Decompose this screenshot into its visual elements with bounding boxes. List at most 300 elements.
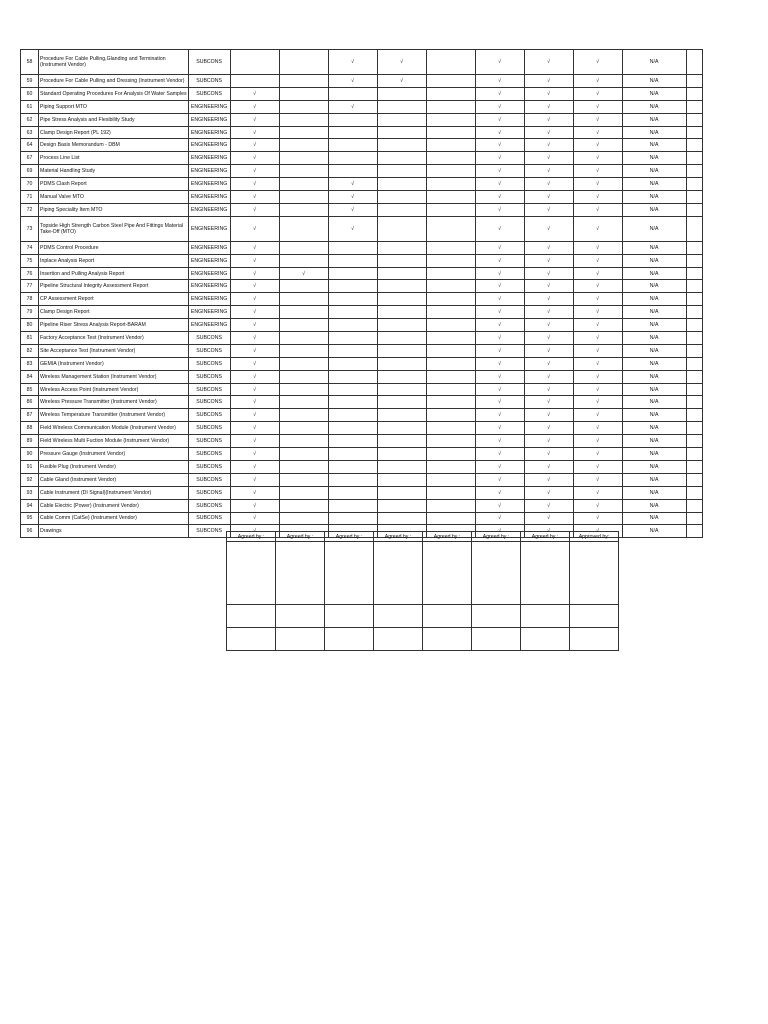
remarks-cell [686,216,702,241]
remarks-cell [686,152,702,165]
check-cell: √ [573,152,622,165]
check-cell: √ [230,486,279,499]
department: SUBCONS [188,75,230,88]
signature-field [227,628,276,651]
check-cell [328,486,377,499]
check-cell [230,50,279,75]
check-cell: √ [230,448,279,461]
remarks-cell [686,306,702,319]
check-cell: √ [230,267,279,280]
check-cell: √ [573,254,622,267]
na-cell: N/A [622,422,686,435]
check-cell: √ [524,152,573,165]
check-cell [377,241,426,254]
remarks-cell [686,409,702,422]
document-register-table [20,49,703,538]
check-cell: √ [475,126,524,139]
row-number: 80 [21,319,39,332]
check-cell: √ [230,216,279,241]
check-cell [377,396,426,409]
document-description: Design Basis Memorandum - DBM [39,139,189,152]
document-description: Pressure Gauge (Instrument Vendor) [39,448,189,461]
check-cell [426,100,475,113]
check-cell: √ [573,139,622,152]
document-description: Cable Comm (CatSe) (Instrument Vendor) [39,512,189,525]
check-cell: √ [573,319,622,332]
remarks-cell [686,75,702,88]
document-description: PDMS Clash Report [39,178,189,191]
signature-field [521,605,570,628]
check-cell [377,344,426,357]
check-cell [377,357,426,370]
na-cell: N/A [622,396,686,409]
document-description: Standard Operating Procedures For Analysis Of Water Samples [39,87,189,100]
row-number: 74 [21,241,39,254]
check-cell [279,87,328,100]
na-cell: N/A [622,332,686,345]
check-cell [377,178,426,191]
check-cell [279,319,328,332]
na-cell: N/A [622,241,686,254]
check-cell [377,306,426,319]
row-number: 78 [21,293,39,306]
check-cell: √ [230,152,279,165]
table-row [21,165,703,178]
document-description: Drawings [39,525,189,538]
check-cell: √ [524,512,573,525]
row-number: 94 [21,499,39,512]
check-cell: √ [230,191,279,204]
check-cell: √ [524,383,573,396]
check-cell [377,448,426,461]
check-cell [377,293,426,306]
check-cell: √ [230,203,279,216]
check-cell: √ [475,357,524,370]
check-cell: √ [524,422,573,435]
table-row [21,473,703,486]
check-cell: √ [475,139,524,152]
check-cell: √ [475,486,524,499]
na-cell: N/A [622,216,686,241]
check-cell: √ [230,332,279,345]
check-cell: √ [475,409,524,422]
check-cell [377,319,426,332]
department: SUBCONS [188,512,230,525]
check-cell: √ [230,499,279,512]
table-row [21,139,703,152]
check-cell [328,448,377,461]
signature-label: Agreed by : [374,532,423,542]
check-cell: √ [524,293,573,306]
check-cell: √ [230,100,279,113]
table-row [21,499,703,512]
check-cell [279,280,328,293]
signature-label: Agreed by : [472,532,521,542]
check-cell [426,126,475,139]
check-cell: √ [230,113,279,126]
remarks-cell [686,165,702,178]
na-cell: N/A [622,75,686,88]
document-description: Clamp Design Report [39,306,189,319]
check-cell: √ [475,435,524,448]
check-cell [328,422,377,435]
check-cell: √ [573,344,622,357]
remarks-cell [686,383,702,396]
check-cell [426,280,475,293]
signature-field [570,628,619,651]
signature-field [374,605,423,628]
check-cell: √ [524,370,573,383]
table-row [21,396,703,409]
row-number: 83 [21,357,39,370]
na-cell: N/A [622,178,686,191]
department: SUBCONS [188,499,230,512]
row-number: 85 [21,383,39,396]
remarks-cell [686,435,702,448]
check-cell [377,486,426,499]
remarks-cell [686,50,702,75]
remarks-cell [686,191,702,204]
na-cell: N/A [622,473,686,486]
check-cell: √ [230,344,279,357]
check-cell [328,280,377,293]
check-cell: √ [524,473,573,486]
row-number: 70 [21,178,39,191]
department: SUBCONS [188,525,230,538]
check-cell: √ [475,87,524,100]
check-cell [426,499,475,512]
check-cell [279,460,328,473]
check-cell: √ [524,306,573,319]
row-number: 79 [21,306,39,319]
check-cell: √ [524,460,573,473]
signature-field [521,628,570,651]
check-cell: √ [328,75,377,88]
check-cell [279,448,328,461]
table-row [21,370,703,383]
check-cell [279,473,328,486]
check-cell [279,435,328,448]
table-row [21,75,703,88]
na-cell: N/A [622,293,686,306]
check-cell [377,165,426,178]
document-description: Wireless Access Point (Instrument Vendor) [39,383,189,396]
check-cell: √ [573,486,622,499]
check-cell [426,267,475,280]
department: ENGINEERING [188,191,230,204]
remarks-cell [686,422,702,435]
na-cell: N/A [622,435,686,448]
table-row [21,50,703,75]
check-cell [377,113,426,126]
row-number: 59 [21,75,39,88]
check-cell: √ [328,100,377,113]
check-cell: √ [230,370,279,383]
table-row [21,512,703,525]
document-description: Material Handling Study [39,165,189,178]
check-cell [426,178,475,191]
check-cell: √ [573,422,622,435]
signature-label: Agreed by : [423,532,472,542]
check-cell [377,383,426,396]
check-cell [426,383,475,396]
department: ENGINEERING [188,280,230,293]
department: ENGINEERING [188,267,230,280]
check-cell: √ [573,473,622,486]
check-cell: √ [230,357,279,370]
check-cell [426,409,475,422]
check-cell [279,165,328,178]
document-description: Insertion and Pulling Analysis Report [39,267,189,280]
remarks-cell [686,460,702,473]
document-description: Topside High Strength Carbon Steel Pipe And Fittings Material Take-Off (MTO) [39,216,189,241]
remarks-cell [686,448,702,461]
check-cell [279,486,328,499]
check-cell [279,370,328,383]
remarks-cell [686,178,702,191]
row-number: 58 [21,50,39,75]
table-row [21,241,703,254]
department: SUBCONS [188,409,230,422]
table-row [21,203,703,216]
department: SUBCONS [188,473,230,486]
remarks-cell [686,370,702,383]
check-cell [279,203,328,216]
check-cell [328,306,377,319]
check-cell: √ [573,100,622,113]
document-description: Fusible Plug (Instrument Vendor) [39,460,189,473]
check-cell [328,473,377,486]
check-cell [426,422,475,435]
row-number: 93 [21,486,39,499]
check-cell [426,254,475,267]
check-cell: √ [573,113,622,126]
check-cell: √ [573,499,622,512]
signature-field [276,628,325,651]
table-row [21,383,703,396]
department: ENGINEERING [188,165,230,178]
department: SUBCONS [188,422,230,435]
check-cell: √ [475,306,524,319]
na-cell: N/A [622,100,686,113]
check-cell: √ [475,473,524,486]
document-description: Field Wireless Multi Fuction Module (Instrument Vendor) [39,435,189,448]
check-cell: √ [475,165,524,178]
document-description: Procedure For Cable Pulling and Dressing (Instrument Vendor) [39,75,189,88]
check-cell: √ [230,165,279,178]
check-cell [426,396,475,409]
check-cell: √ [573,50,622,75]
check-cell: √ [524,254,573,267]
check-cell: √ [328,203,377,216]
na-cell: N/A [622,203,686,216]
check-cell [426,50,475,75]
check-cell: √ [573,216,622,241]
department: SUBCONS [188,87,230,100]
row-number: 71 [21,191,39,204]
document-description: Field Wireless Communication Module (Instrument Vendor) [39,422,189,435]
signature-box-row [227,542,619,605]
check-cell [426,203,475,216]
row-number: 87 [21,409,39,422]
check-cell [328,165,377,178]
check-cell [426,344,475,357]
check-cell [279,306,328,319]
check-cell [377,152,426,165]
check-cell [377,409,426,422]
signature-field [374,628,423,651]
document-description: Piping Speciality Item MTO [39,203,189,216]
table-row [21,254,703,267]
check-cell [279,178,328,191]
check-cell [377,203,426,216]
check-cell: √ [377,75,426,88]
signature-field [521,542,570,605]
department: SUBCONS [188,357,230,370]
row-number: 96 [21,525,39,538]
check-cell: √ [328,191,377,204]
na-cell: N/A [622,448,686,461]
check-cell: √ [328,50,377,75]
check-cell: √ [524,203,573,216]
table-row [21,448,703,461]
check-cell [377,191,426,204]
check-cell [328,332,377,345]
table-row [21,280,703,293]
na-cell: N/A [622,525,686,538]
check-cell: √ [475,100,524,113]
check-cell [328,435,377,448]
table-row [21,100,703,113]
remarks-cell [686,499,702,512]
check-cell [426,241,475,254]
check-cell: √ [475,267,524,280]
na-cell: N/A [622,370,686,383]
remarks-cell [686,332,702,345]
table-row [21,178,703,191]
remarks-cell [686,512,702,525]
na-cell: N/A [622,344,686,357]
check-cell: √ [475,332,524,345]
check-cell: √ [328,178,377,191]
signature-field [570,542,619,605]
document-description: Pipeline Structural Integrity Assessment Report [39,280,189,293]
check-cell [279,216,328,241]
document-description: Clamp Design Report (PL 192) [39,126,189,139]
check-cell: √ [230,435,279,448]
signature-table [226,531,619,651]
check-cell [279,50,328,75]
check-cell: √ [524,448,573,461]
check-cell: √ [524,191,573,204]
remarks-cell [686,525,702,538]
check-cell [328,460,377,473]
signature-field [276,605,325,628]
table-row [21,293,703,306]
check-cell: √ [475,344,524,357]
row-number: 89 [21,435,39,448]
department: SUBCONS [188,383,230,396]
department: ENGINEERING [188,306,230,319]
check-cell [328,319,377,332]
document-description: Wireless Pressure Transmitter (Instrument Vendor) [39,396,189,409]
check-cell [426,370,475,383]
check-cell: √ [230,293,279,306]
signature-field [325,542,374,605]
check-cell: √ [524,319,573,332]
check-cell [426,75,475,88]
row-number: 95 [21,512,39,525]
check-cell [279,241,328,254]
check-cell [426,486,475,499]
check-cell [377,460,426,473]
department: ENGINEERING [188,241,230,254]
check-cell [279,100,328,113]
table-row [21,409,703,422]
check-cell: √ [475,178,524,191]
department: SUBCONS [188,396,230,409]
check-cell [377,139,426,152]
row-number: 64 [21,139,39,152]
check-cell: √ [475,383,524,396]
check-cell [328,499,377,512]
check-cell: √ [230,319,279,332]
check-cell [328,152,377,165]
check-cell [377,87,426,100]
check-cell [377,216,426,241]
table-row [21,357,703,370]
na-cell: N/A [622,486,686,499]
check-cell: √ [573,383,622,396]
signature-field [227,605,276,628]
check-cell: √ [230,178,279,191]
check-cell [377,370,426,383]
signature-field [325,628,374,651]
check-cell [279,254,328,267]
check-cell: √ [524,332,573,345]
check-cell: √ [573,357,622,370]
check-cell: √ [230,254,279,267]
remarks-cell [686,113,702,126]
department: ENGINEERING [188,100,230,113]
document-description: Cable Electric (Power) (Instrument Vendor) [39,499,189,512]
check-cell [426,512,475,525]
na-cell: N/A [622,50,686,75]
na-cell: N/A [622,267,686,280]
check-cell [328,396,377,409]
signature-label: Agreed by : [227,532,276,542]
na-cell: N/A [622,165,686,178]
check-cell: √ [230,512,279,525]
check-cell: √ [573,178,622,191]
check-cell [328,383,377,396]
check-cell: √ [524,280,573,293]
check-cell: √ [524,50,573,75]
check-cell [279,499,328,512]
check-cell [377,100,426,113]
department: ENGINEERING [188,139,230,152]
check-cell [328,409,377,422]
check-cell: √ [475,254,524,267]
na-cell: N/A [622,152,686,165]
check-cell: √ [524,100,573,113]
table-row [21,87,703,100]
check-cell: √ [230,87,279,100]
remarks-cell [686,267,702,280]
row-number: 73 [21,216,39,241]
department: SUBCONS [188,50,230,75]
department: ENGINEERING [188,216,230,241]
